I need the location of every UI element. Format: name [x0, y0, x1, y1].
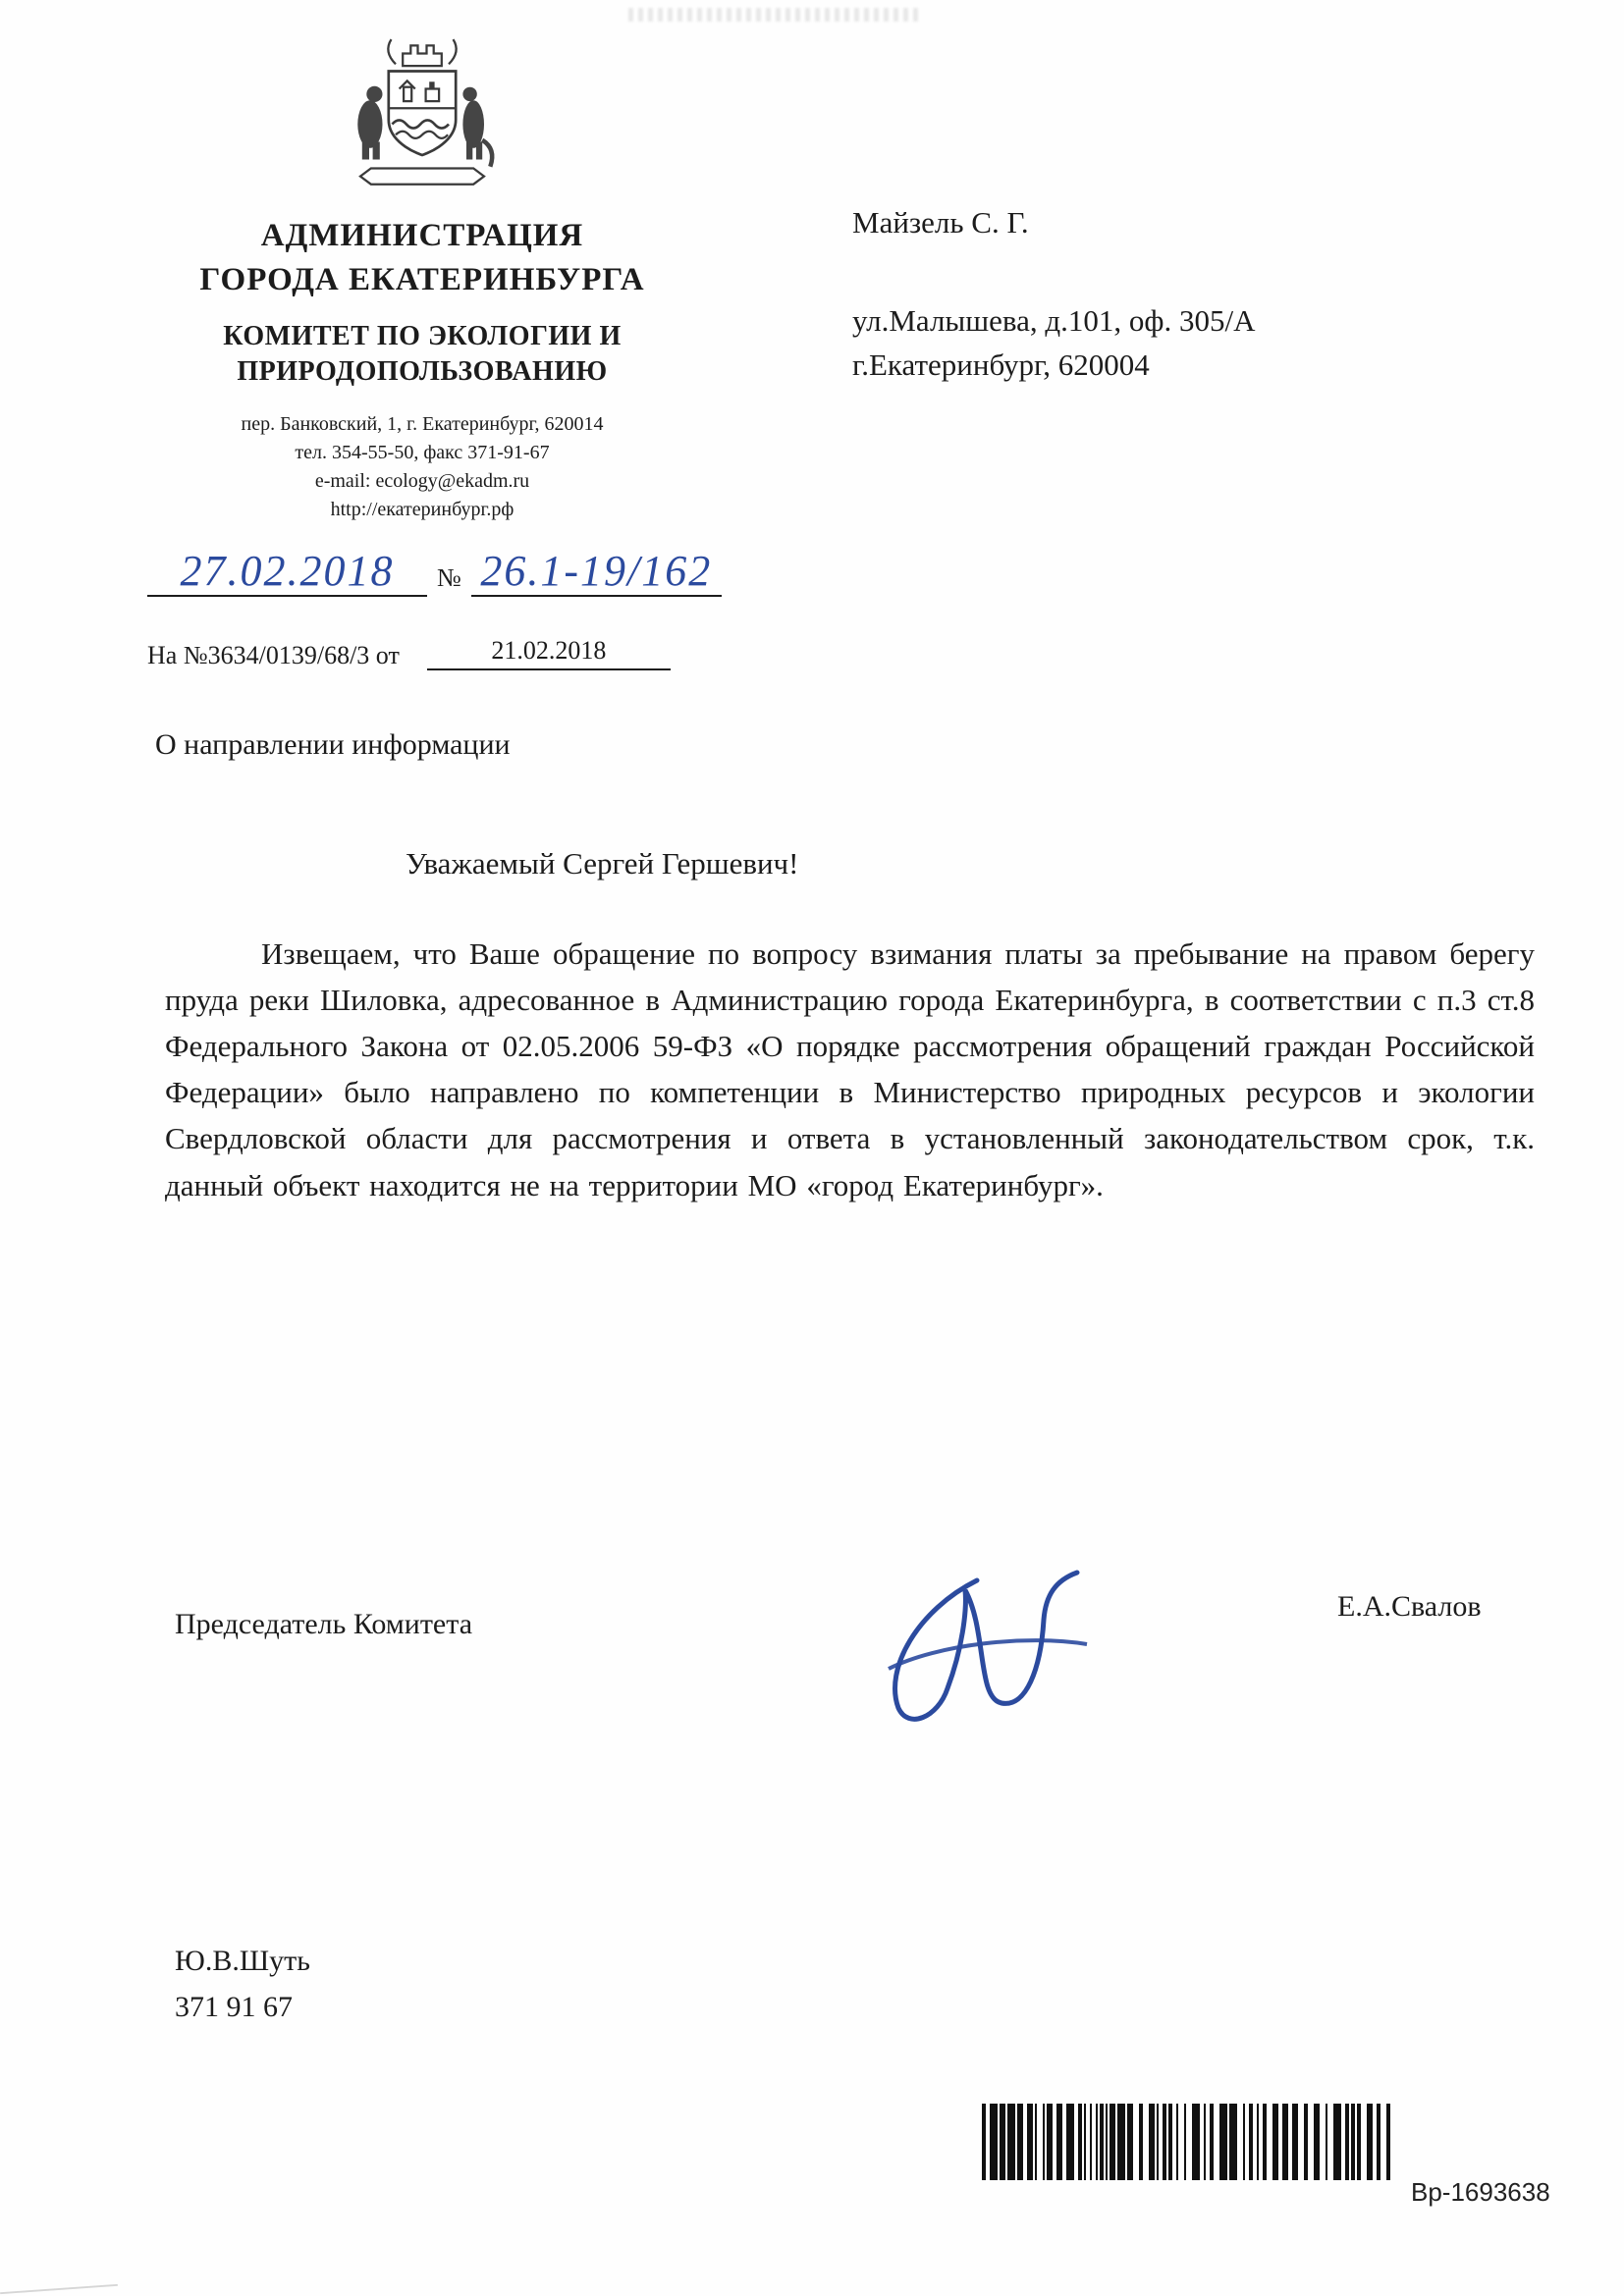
letterhead — [128, 34, 717, 524]
org-name-line2: ГОРОДА ЕКАТЕРИНБУРГА — [199, 261, 645, 297]
recipient-name: Майзель С. Г. — [852, 205, 1029, 240]
org-name-line1: АДМИНИСТРАЦИЯ — [260, 218, 584, 253]
handwritten-signature — [830, 1551, 1124, 1737]
handwritten-number: 26.1-19/162 — [480, 547, 713, 595]
dept-name — [128, 319, 717, 391]
contact-block — [128, 410, 717, 524]
executor-block — [175, 1939, 310, 2030]
handwritten-date: 27.02.2018 — [180, 547, 395, 595]
subject-line: О направлении информации — [155, 728, 511, 761]
outgoing-number-field — [471, 547, 722, 597]
website: http://екатеринбург.рф — [330, 498, 514, 520]
document-code: Вр-1693638 — [1411, 2177, 1550, 2207]
executor-phone: 371 91 67 — [175, 1990, 293, 2023]
dept-name-line2: ПРИРОДОПОЛЬЗОВАНИЮ — [237, 356, 608, 388]
executor-name: Ю.В.Шуть — [175, 1945, 310, 1977]
scan-artifact — [628, 8, 923, 22]
signer-name: Е.А.Свалов — [1337, 1590, 1482, 1623]
reply-date-field: 21.02.2018 — [427, 636, 671, 670]
number-sign: № — [437, 563, 461, 592]
reference-line — [147, 547, 736, 597]
reply-reference-line — [147, 636, 671, 670]
scan-edge-artifact — [0, 2284, 118, 2294]
salutation: Уважаемый Сергей Гершевич! — [406, 846, 799, 881]
sable-supporter — [462, 87, 492, 167]
signer-position: Председатель Комитета — [175, 1608, 473, 1640]
recipient-address-line2: г.Екатеринбург, 620004 — [852, 347, 1150, 382]
bear-supporter — [357, 86, 382, 160]
org-name — [128, 214, 717, 301]
outgoing-date-field — [147, 547, 427, 597]
phone-fax: тел. 354-55-50, факс 371-91-67 — [295, 441, 550, 463]
recipient-block — [852, 201, 1255, 388]
email: e-mail: ecology@ekadm.ru — [314, 469, 530, 492]
coat-of-arms — [334, 34, 511, 196]
recipient-address-line1: ул.Малышева, д.101, оф. 305/А — [852, 302, 1256, 338]
letter-body: Извещаем, что Ваше обращение по вопросу взимания платы за пребывание на правом берегу пруда реки Шиловка, адресованное в Администрацию города Екатеринбурга, в соответствии с п.3 ст.8 Федерального Закона от 02.05.2006 59-ФЗ «О порядке рассмотрения обращений граждан Российской Федерации» было направлено по компетенции в Министерство природных ресурсов и экологии Свердловской области для рассмотрения и ответа в установленный законодательством срок, т.к. данный объект находится не на территории МО «город Екатеринбург». — [165, 936, 1535, 1202]
postal-address: пер. Банковский, 1, г. Екатеринбург, 620014 — [241, 412, 604, 435]
dept-name-line1: КОМИТЕТ ПО ЭКОЛОГИИ И — [223, 321, 622, 352]
reply-prefix: На №3634/0139/68/3 от — [147, 641, 400, 669]
barcode — [982, 2104, 1394, 2180]
